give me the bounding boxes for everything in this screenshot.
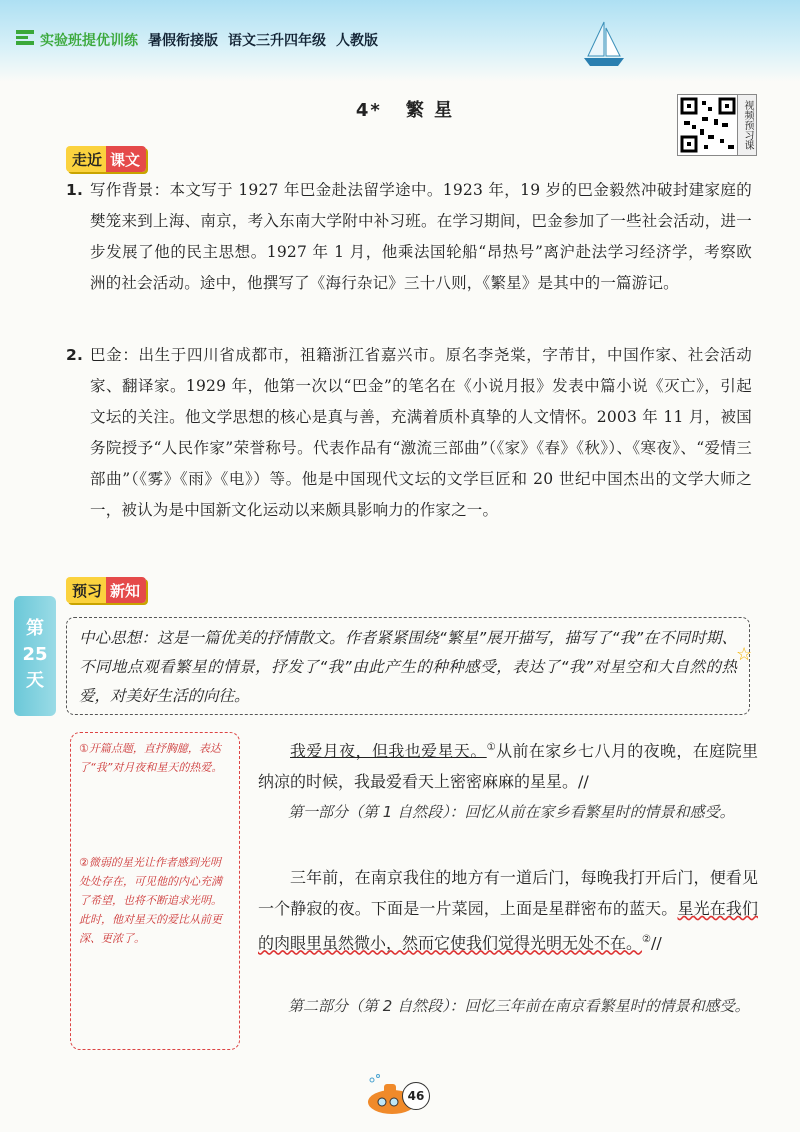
item-number: 2.: [66, 346, 84, 364]
key-sentence: 我爱月夜，但我也爱星天。: [290, 741, 487, 761]
passage-paragraph-2: [258, 862, 758, 958]
star-icon: ☆: [736, 644, 753, 665]
lesson-number: 4*: [355, 100, 382, 121]
analysis-part-2: 第二部分（第 2 自然段）：回忆三年前在南京看繁星时的情景和感受。: [288, 997, 750, 1015]
item-number: 1.: [66, 181, 84, 199]
grade: 语文三升四年级: [228, 33, 326, 49]
passage-paragraph-1: [258, 732, 758, 797]
lesson-title: [325, 96, 485, 122]
day-tab-line3: 天: [26, 670, 44, 691]
analysis-part-1: 第一部分（第 1 自然段）：回忆从前在家乡看繁星时的情景和感受。: [288, 803, 735, 821]
day-tab-line1: 第: [26, 618, 44, 639]
sailboat-icon: [578, 18, 630, 70]
series-name: 实验班提优训练: [40, 33, 138, 49]
central-idea-text: 中心思想：这是一篇优美的抒情散文。作者紧紧围绕“繁星”展开描写，描写了“我”在不同时期、不同地点观看繁星的情景，抒发了“我”由此产生的种种感受，表达了“我”对星空和大自然的热爱，对美好生活的向往。: [79, 629, 737, 705]
publisher: 人教版: [336, 33, 378, 49]
section-tag-text-intro: [66, 146, 146, 172]
section-tag-part-b: 新知: [106, 577, 146, 603]
passage-text: 三年前，在南京我住的地方有一道后门，每晚我打开后门，便看见一个静寂的夜。下面是一片菜园，上面是星群密布的蓝天。: [258, 868, 758, 918]
annotation-1: ①开篇点题，直抒胸臆，表达了“我”对月夜和星天的热爱。: [79, 742, 223, 774]
section-divider-mark: //: [650, 933, 662, 953]
section-tag-part-b: 课文: [106, 146, 146, 172]
page-number: 46: [402, 1082, 430, 1110]
day-tab-line2: 25: [22, 644, 48, 665]
annotation-2: ②微弱的星光让作者感到光明处处存在，可见他的内心充满了希望，也将不断追求光明。此时，他对星天的爱比从前更深、更浓了。: [79, 856, 222, 945]
day-tab: [14, 596, 56, 716]
section-tag-preview: [66, 577, 146, 603]
background-paragraph: [66, 175, 752, 299]
section-tag-part-a: 预习: [66, 577, 106, 603]
qr-label: 视频预习课: [737, 94, 757, 156]
key-sentence: 星光在我们的肉眼里虽然微小，然而它使我们觉得光明无处不在。: [258, 899, 758, 953]
lesson-name: 繁 星: [405, 100, 455, 121]
header-text: [40, 30, 378, 50]
central-idea-box: [66, 617, 753, 715]
section-tag-part-a: 走近: [66, 146, 106, 172]
note-marker: ①: [486, 742, 497, 753]
annotation-box: [70, 732, 240, 1050]
author-text: 巴金：出生于四川省成都市，祖籍浙江省嘉兴市。原名李尧棠，字芾甘，中国作家、社会活动家、翻译家。1929 年，他第一次以“巴金”的笔名在《小说月报》发表中篇小说《灭亡》，引起文坛的关注。他文学思想的核心是真与善，充满着质朴真挚的人文情怀。2003 年 11 月，被国务院授予“人民作家”荣誉称号。代表作品有“激流三部曲”（《家》《春》《秋》）、《寒夜》、“爱情三部曲”（《雾》《雨》《电》）等。他是中国现代文坛的文学巨匠和 20 世纪中国杰出的文学大师之一，被认为是中国新文化运动以来颇具影响力的作家之一。: [90, 346, 752, 519]
series-logo-icon: [14, 26, 36, 48]
qr-code-icon[interactable]: [677, 94, 739, 156]
note-marker: ②: [642, 934, 651, 945]
author-paragraph: [66, 340, 752, 526]
edition: 暑假衔接版: [148, 33, 218, 49]
passage-text: 从前在家乡七八月的夜晚，在庭院里纳凉的时候，我最爱看天上密密麻麻的星星。//: [258, 741, 758, 792]
background-text: 写作背景：本文写于 1927 年巴金赴法留学途中。1923 年，19 岁的巴金毅然冲破封建家庭的樊笼来到上海、南京，考入东南大学附中补习班。在学习期间，巴金参加了一些社会活动，进一步发展了他的民主思想。1927 年 1 月，他乘法国轮船“昂热号”离沪赴法学习经济学，考察欧洲的社会活动。途中，他撰写了《海行杂记》三十八则，《繁星》是其中的一篇游记。: [90, 181, 752, 292]
